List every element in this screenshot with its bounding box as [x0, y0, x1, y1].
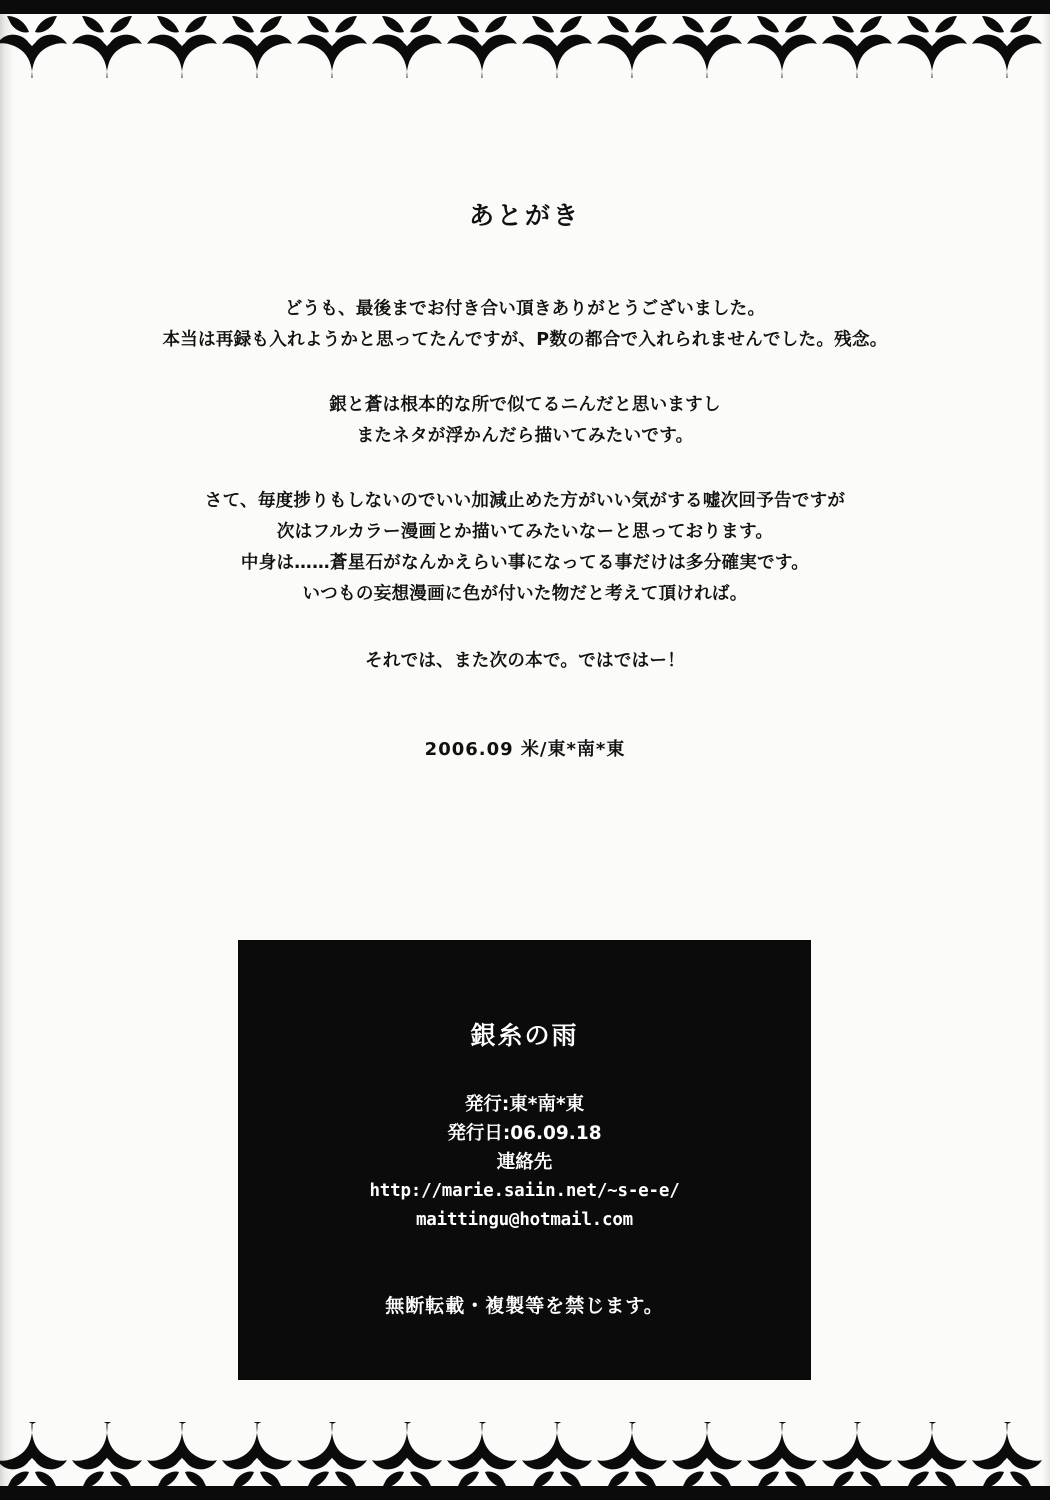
afterword-paragraph-4	[0, 646, 1050, 677]
afterword-line: またネタが浮かんだら描いてみたいです。	[356, 426, 694, 446]
ornament-border-top	[0, 0, 1050, 78]
afterword-line: さて、毎度捗りもしないのでいい加減止めた方がいい気がする嘘次回予告ですが	[204, 491, 846, 511]
colophon-publish-date: 発行日:06.09.18	[447, 1123, 602, 1144]
colophon-email[interactable]: maittingu@hotmail.com	[415, 1210, 634, 1230]
colophon-copyright-notice: 無断転載・複製等を禁じます。	[385, 1295, 664, 1317]
afterword-line: 中身は……蒼星石がなんかえらい事になってる事だけは多分確実です。	[240, 553, 810, 573]
afterword-title: あとがき	[468, 201, 581, 230]
colophon-details	[238, 1090, 811, 1235]
afterword-paragraph-1	[0, 294, 1050, 356]
colophon-publisher: 発行:東*南*東	[464, 1094, 585, 1115]
afterword-line: 本当は再録も入れようかと思ってたんですが、P数の都合で入れられませんでした。残念。	[162, 330, 888, 350]
afterword-signature: 2006.09 米/東*南*東	[424, 739, 626, 760]
afterword-paragraph-2	[0, 390, 1050, 452]
colophon-title: 銀糸の雨	[470, 1021, 579, 1050]
afterword-paragraph-3	[0, 486, 1050, 610]
colophon-box	[238, 940, 811, 1380]
colophon-url[interactable]: http://marie.saiin.net/~s-e-e/	[369, 1181, 680, 1201]
ornament-border-bottom	[0, 1422, 1050, 1500]
afterword-section	[0, 196, 1050, 761]
afterword-line: 次はフルカラー漫画とか描いてみたいなーと思っております。	[276, 522, 774, 542]
afterword-line: それでは、また次の本で。ではではー！	[364, 651, 686, 671]
afterword-line: どうも、最後までお付き合い頂きありがとうございました。	[284, 299, 766, 319]
afterword-line: 銀と蒼は根本的な所で似てるニんだと思いますし	[329, 395, 721, 415]
afterword-line: いつもの妄想漫画に色が付いた物だと考えて頂ければ。	[302, 584, 748, 604]
colophon-contact-label: 連絡先	[496, 1152, 553, 1173]
